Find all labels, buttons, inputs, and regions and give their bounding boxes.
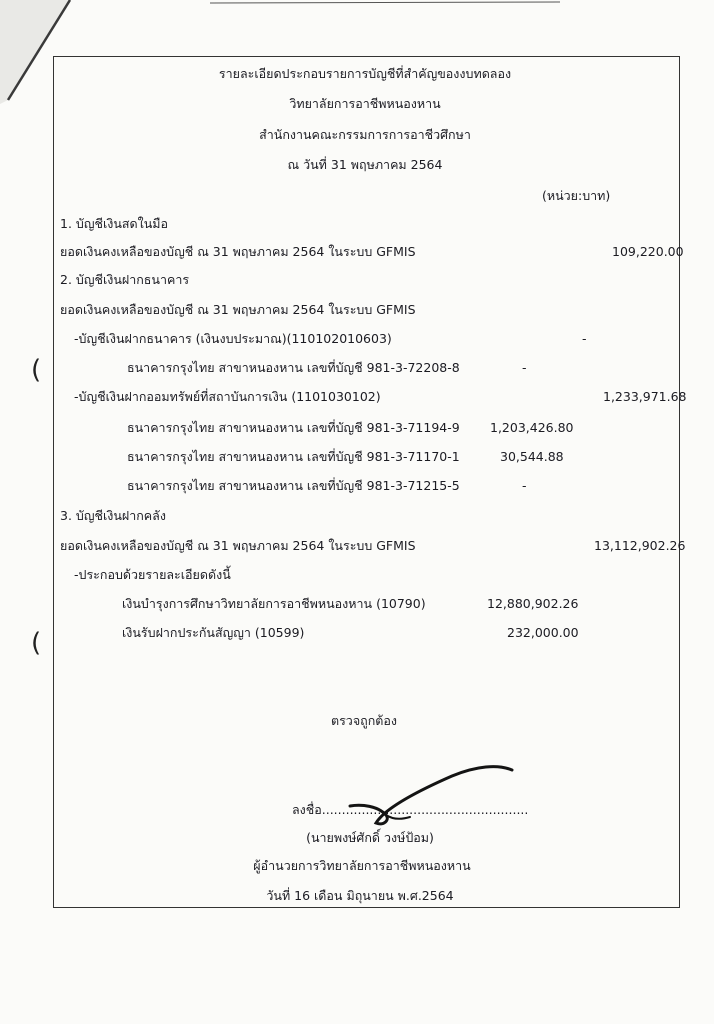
page-top-edge (0, 0, 714, 12)
office-name: สำนักงานคณะกรรมการการอาชีวศึกษา (259, 127, 471, 142)
college-name: วิทยาลัยการอาชีพหนองหาน (289, 96, 441, 111)
section-3-detail-label: -ประกอบด้วยรายละเอียดดังนี้ (74, 567, 231, 582)
bank-account-row: ธนาคารกรุงไทย สาขาหนองหาน เลขที่บัญชี 981-3-71215-5 (127, 478, 460, 493)
bank-account-row: ธนาคารกรุงไทย สาขาหนองหาน เลขที่บัญชี 981-3-72208-8 (127, 360, 460, 375)
verified-label: ตรวจถูกต้อง (330, 713, 398, 728)
bank-account-amount: - (522, 360, 527, 375)
signer-name: (นายพงษ์ศักดิ์ วงษ์ป้อม) (306, 830, 434, 845)
bank-account-amount: - (522, 478, 527, 493)
treasury-item: เงินบำรุงการศึกษาวิทยาลัยการอาชีพหนองหาน (10790) (122, 596, 426, 611)
section-1-title: 1. บัญชีเงินสดในมือ (60, 216, 169, 231)
bank-account-amount: 1,203,426.80 (490, 420, 574, 435)
bank-account-row: ธนาคารกรุงไทย สาขาหนองหาน เลขที่บัญชี 981-3-71194-9 (127, 420, 460, 435)
section-2-line: ยอดเงินคงเหลือของบัญชี ณ 31 พฤษภาคม 2564 ในระบบ GFMIS (60, 302, 416, 317)
report-title: รายละเอียดประกอบรายการบัญชีที่สำคัญของงบทดลอง (218, 66, 512, 81)
section-3-line: ยอดเงินคงเหลือของบัญชี ณ 31 พฤษภาคม 2564 ในระบบ GFMIS (60, 538, 416, 553)
signature-date: วันที่ 16 เดือน มิถุนายน พ.ศ.2564 (266, 888, 454, 903)
section-3-title: 3. บัญชีเงินฝากคลัง (60, 508, 166, 523)
treasury-item: เงินรับฝากประกันสัญญา (10599) (122, 625, 305, 640)
bank-account-amount: 30,544.88 (500, 449, 564, 464)
section-1-line: ยอดเงินคงเหลือของบัญชี ณ 31 พฤษภาคม 2564 ในระบบ GFMIS (60, 244, 416, 259)
treasury-item-amount: 232,000.00 (507, 625, 579, 640)
section-1-amount: 109,220.00 (612, 244, 684, 259)
savings-account-amount: 1,233,971.68 (603, 389, 687, 404)
section-2-title: 2. บัญชีเงินฝากธนาคาร (60, 272, 190, 287)
section-3-amount: 13,112,902.26 (594, 538, 686, 553)
report-date: ณ วันที่ 31 พฤษภาคม 2564 (287, 157, 443, 172)
punch-hole-mark: ( (31, 628, 42, 658)
signature-line: ลงชื่อ.................................................... (292, 802, 529, 817)
treasury-item-amount: 12,880,902.26 (487, 596, 579, 611)
budget-account-amount: - (582, 331, 587, 346)
signer-title: ผู้อำนวยการวิทยาลัยการอาชีพหนองหาน (253, 858, 471, 873)
budget-account-label: -บัญชีเงินฝากธนาคาร (เงินงบประมาณ)(110102010603) (74, 331, 392, 346)
unit-label: (หน่วย:บาท) (542, 188, 611, 203)
punch-hole-mark: ( (31, 355, 42, 385)
savings-account-label: -บัญชีเงินฝากออมทรัพย์ที่สถาบันการเงิน (1101030102) (74, 389, 381, 404)
bank-account-row: ธนาคารกรุงไทย สาขาหนองหาน เลขที่บัญชี 981-3-71170-1 (127, 449, 460, 464)
